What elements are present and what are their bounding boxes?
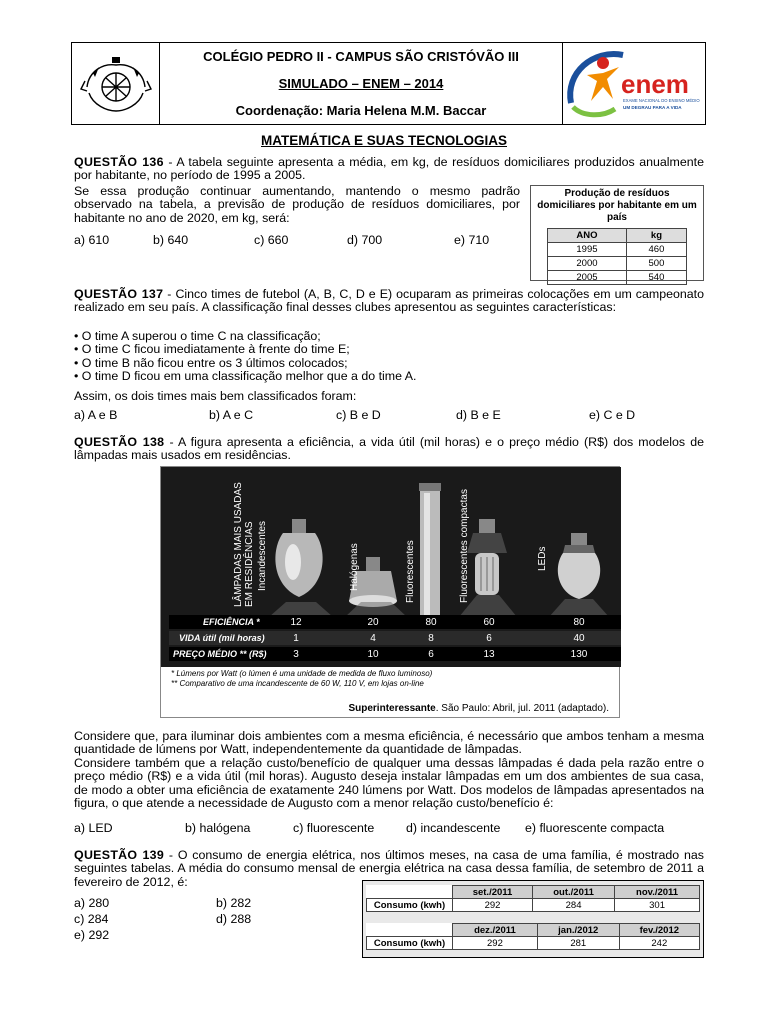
lamp-label-leds: LEDs xyxy=(537,546,548,571)
q138-option-d[interactable]: d) incandescente xyxy=(406,821,501,835)
figure-value-preco: 130 xyxy=(570,649,588,660)
table-header: out./2011 xyxy=(533,886,615,899)
q136-label: QUESTÃO 136 xyxy=(74,155,164,169)
q136-option-a[interactable]: a) 610 xyxy=(74,233,110,247)
q136-text: - A tabela seguinte apresenta a média, em kg, de resíduos domiciliares produzidos anualmente por habitante, no período de 1995 a 2005. xyxy=(74,155,704,183)
q136-intro xyxy=(74,156,704,183)
figure-value-vida: 40 xyxy=(573,633,585,644)
table-cell: 540 xyxy=(626,271,686,285)
exam-header xyxy=(71,42,706,125)
table-cell: 500 xyxy=(626,257,686,271)
q136-option-b[interactable]: b) 640 xyxy=(153,233,189,247)
table-cell: 284 xyxy=(533,899,615,912)
figure-value-eficiencia: 80 xyxy=(573,617,585,628)
enem-logo xyxy=(562,43,705,124)
table-row xyxy=(548,243,687,257)
q139-table xyxy=(362,880,704,958)
table-header: fev./2012 xyxy=(619,924,699,937)
q136-option-d[interactable]: d) 700 xyxy=(347,233,383,247)
figure-value-preco: 10 xyxy=(367,649,379,660)
table-cell: 281 xyxy=(537,937,619,950)
list-item: • O time B não ficou entre os 3 últimos colocados; xyxy=(74,355,348,370)
q137-text: - Cinco times de futebol (A, B, C, D e E) ocuparam as primeiras colocações em um campeonato realizado em seu país. A classificação final desses clubes apresentou as seguintes características: xyxy=(74,287,705,315)
lamp-label-fluorescentes-compactas: Fluorescentes compactas xyxy=(459,489,470,603)
table-cell: 1995 xyxy=(548,243,627,257)
q138-option-b[interactable]: b) halógena xyxy=(185,821,251,835)
figure-source xyxy=(348,703,609,714)
q139-option-d[interactable]: d) 288 xyxy=(216,912,252,926)
lamp-label-fluorescentes: Fluorescentes xyxy=(405,540,416,603)
q137-label: QUESTÃO 137 xyxy=(74,287,164,301)
q136-table xyxy=(530,185,704,281)
q136-option-e[interactable]: e) 710 xyxy=(454,233,490,247)
q137-options xyxy=(74,408,635,422)
table-row xyxy=(548,271,687,285)
table-cell: 2005 xyxy=(548,271,627,285)
list-item: • O time D ficou em uma classificação melhor que a do time A. xyxy=(74,369,417,384)
figure-value-eficiencia: 20 xyxy=(367,617,379,628)
q137-text2: Assim, os dois times mais bem classificados foram: xyxy=(74,389,357,403)
list-item: • O time A superou o time C na classificação; xyxy=(74,329,321,343)
q138-options xyxy=(74,821,664,835)
enem-logo-slogan: UM DEGRAU PARA A VIDA xyxy=(623,105,682,110)
lamps-figure xyxy=(160,466,620,718)
q138-option-a[interactable]: a) LED xyxy=(74,821,113,835)
q138-option-e[interactable]: e) fluorescente compacta xyxy=(525,821,665,835)
row-label-preco: PREÇO MÉDIO ** (R$) xyxy=(173,649,267,659)
school-crest-icon xyxy=(72,43,160,124)
q137-bullets xyxy=(74,330,704,384)
figure-source-rest: . São Paulo: Abril, jul. 2011 (adaptado). xyxy=(435,703,609,714)
q139-option-b[interactable]: b) 282 xyxy=(216,896,252,910)
lamps-figure-graphic xyxy=(161,467,621,667)
q137-option-a[interactable]: a) A e B xyxy=(74,408,118,422)
figure-value-vida: 8 xyxy=(428,633,434,644)
table-row xyxy=(548,257,687,271)
table-cell: 460 xyxy=(626,243,686,257)
q139-options xyxy=(74,895,274,943)
table-header: set./2011 xyxy=(453,886,533,899)
figure-value-eficiencia: 60 xyxy=(483,617,495,628)
table-header-empty xyxy=(367,886,453,899)
q137-option-d[interactable]: d) B e E xyxy=(456,408,501,422)
q136-header-year: ANO xyxy=(548,229,627,243)
q138-text2: Considere que, para iluminar dois ambientes com a mesma eficiência, é necessário que ambos tenham a mesma quantidade de lúmens por Watt, independentemente da quantidade de lâmpadas. xyxy=(74,729,704,757)
row-label-vida: VIDA útil (mil horas) xyxy=(179,633,265,643)
figure-value-preco: 3 xyxy=(293,649,299,660)
enem-logo-subtitle: EXAME NACIONAL DO ENSINO MÉDIO xyxy=(623,98,700,103)
table-row-label: Consumo (kwh) xyxy=(367,899,453,912)
figure-notes xyxy=(171,669,432,689)
coordinator: Coordenação: Maria Helena M.M. Baccar xyxy=(235,103,487,118)
table-row-label: Consumo (kwh) xyxy=(367,937,453,950)
table-cell: 242 xyxy=(619,937,699,950)
fluorescent-lamp-icon xyxy=(419,483,441,625)
q138-option-c[interactable]: c) fluorescente xyxy=(293,821,375,835)
q136-option-c[interactable]: c) 660 xyxy=(254,233,289,247)
q139-text: - O consumo de energia elétrica, nos últimos meses, na casa de uma família, é mostrado nas seguintes tabelas. A média do consumo mensal de energia elétrica na casa dessa família, de setembro de 2011 a fevereiro de 2012, é: xyxy=(74,848,704,889)
q139-label: QUESTÃO 139 xyxy=(74,848,165,862)
lamp-label-incandescentes: Incandescentes xyxy=(257,520,268,591)
figure-value-vida: 6 xyxy=(486,633,492,644)
table-header-empty xyxy=(367,924,453,937)
figure-value-vida: 1 xyxy=(293,633,299,644)
q138-text: - A figura apresenta a eficiência, a vida útil (mil horas) e o preço médio (R$) dos modelos de lâmpadas mais usados em residências. xyxy=(74,435,704,463)
q139-option-e[interactable]: e) 292 xyxy=(74,928,110,942)
exam-title: SIMULADO – ENEM – 2014 xyxy=(278,76,444,91)
q138-label: QUESTÃO 138 xyxy=(74,435,165,449)
table-cell: 301 xyxy=(615,899,700,912)
table-header: jan./2012 xyxy=(537,924,619,937)
q138-intro xyxy=(74,436,704,463)
q136-table-caption: Produção de resíduos domiciliares por habitante em um país xyxy=(537,188,697,223)
q137-option-e[interactable]: e) C e D xyxy=(589,408,636,422)
table-cell: 2000 xyxy=(548,257,627,271)
table-header: nov./2011 xyxy=(615,886,700,899)
enem-logo-text: enem xyxy=(621,69,689,99)
row-label-eficiencia: EFICIÊNCIA * xyxy=(203,617,260,627)
figure-value-eficiencia: 12 xyxy=(290,617,302,628)
figure-note-1: * Lúmens por Watt (o lúmen é uma unidade de medida de fluxo luminoso) xyxy=(171,669,433,678)
q139-option-a[interactable]: a) 280 xyxy=(74,896,110,910)
figure-side-title-1: LÂMPADAS MAIS USADAS xyxy=(233,482,244,607)
figure-source-title: Superinteressante xyxy=(348,703,436,714)
figure-side-title-2: EM RESIDÊNCIAS xyxy=(244,521,255,607)
table-header: dez./2011 xyxy=(453,924,538,937)
table-cell: 292 xyxy=(453,937,538,950)
figure-value-eficiencia: 80 xyxy=(425,617,437,628)
q137-option-b[interactable]: b) A e C xyxy=(209,408,254,422)
table-row xyxy=(367,937,700,950)
q137-intro xyxy=(74,288,704,315)
list-item: • O time C ficou imediatamente à frente do time E; xyxy=(74,342,350,357)
figure-note-2: ** Comparativo de uma incandescente de 60 W, 110 V, em lojas on-line xyxy=(171,679,424,688)
figure-value-preco: 6 xyxy=(428,649,434,660)
header-titles xyxy=(161,43,561,124)
school-name: COLÉGIO PEDRO II - CAMPUS SÃO CRISTÓVÃO III xyxy=(203,49,519,64)
table-cell: 292 xyxy=(453,899,533,912)
q136-text2: Se essa produção continuar aumentando, mantendo o mesmo padrão observado na tabela, a previsão de produção de resíduos domiciliares, por habitante no ano de 2020, em kg, será: xyxy=(74,184,520,225)
q136-options xyxy=(74,233,489,247)
figure-value-preco: 13 xyxy=(483,649,495,660)
figure-value-vida: 4 xyxy=(370,633,376,644)
q139-option-c[interactable]: c) 284 xyxy=(74,912,109,926)
lamp-label-halogenas: Halógenas xyxy=(349,543,360,591)
q136-header-kg: kg xyxy=(626,229,686,243)
q137-option-c[interactable]: c) B e D xyxy=(336,408,381,422)
section-title: MATEMÁTICA E SUAS TECNOLOGIAS xyxy=(261,133,507,148)
table-row xyxy=(367,899,700,912)
q138-text3: Considere também que a relação custo/benefício de qualquer uma dessas lâmpadas é dada pela razão entre o preço médio (R$) e a vida útil (mil horas). Augusto deseja instalar lâmpadas em um dos ambientes de sua casa, de modo a obter uma eficiência de exatamente 240 lúmens por Watt. Dos modelos de lâmpadas apresentados na figura, o que atende a necessidade de Augusto com a menor relação custo/benefício é: xyxy=(74,756,704,811)
